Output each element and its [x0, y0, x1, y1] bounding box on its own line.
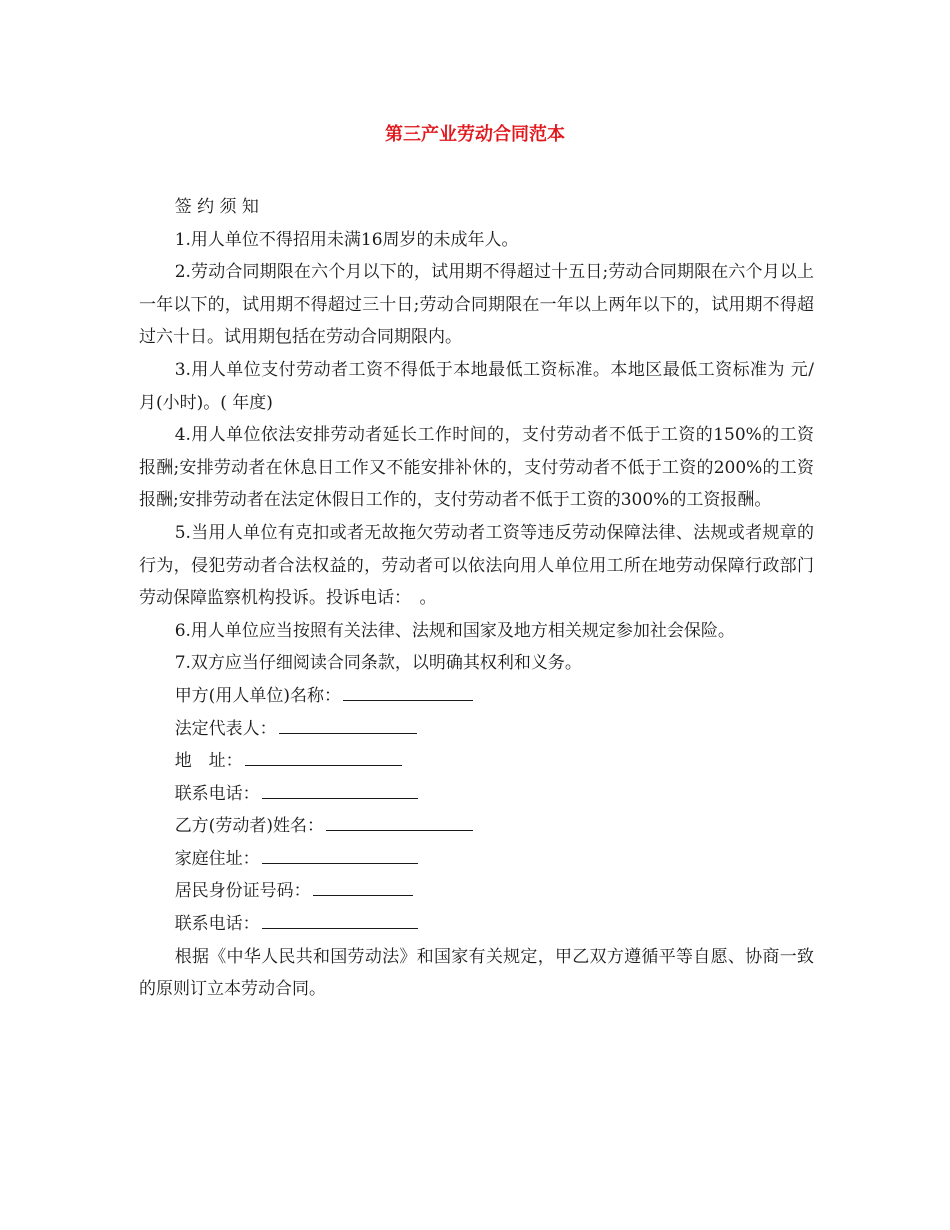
- party-a-name-label: 甲方(用人单位)名称：: [174, 685, 341, 706]
- phone-a-field: [139, 778, 814, 811]
- phone-b-blank[interactable]: [262, 908, 418, 929]
- id-number-blank[interactable]: [313, 875, 413, 896]
- closing-paragraph: 根据《中华人民共和国劳动法》和国家有关规定，甲乙双方遵循平等自愿、协商一致的原则订立本劳动合同。: [139, 946, 814, 1000]
- clause-5: 5.当用人单位有克扣或者无故拖欠劳动者工资等违反劳动保障法律、法规或者规章的行为，侵犯劳动者合法权益的，劳动者可以依法向用人单位用工所在地劳动保障行政部门劳动保障监察机构投诉。投诉电话： 。: [139, 522, 814, 609]
- id-number-label: 居民身份证号码：: [174, 881, 311, 902]
- legal-rep-blank[interactable]: [279, 713, 417, 734]
- address-blank[interactable]: [245, 745, 402, 766]
- party-b-name-blank[interactable]: [326, 810, 473, 831]
- document-title: 第三产业劳动合同范本: [385, 124, 565, 145]
- clause-3: 3.用人单位支付劳动者工资不得低于本地最低工资标准。本地区最低工资标准为 元/月(小时)。( 年度): [139, 359, 814, 413]
- address-field: [139, 745, 814, 778]
- party-b-name-field: [139, 810, 814, 843]
- phone-b-label: 联系电话：: [174, 914, 260, 935]
- phone-a-blank[interactable]: [262, 778, 418, 799]
- clause-4: 4.用人单位依法安排劳动者延长工作时间的，支付劳动者不低于工资的150%的工资报酬;安排劳动者在休息日工作又不能安排补休的，支付劳动者不低于工资的200%的工资报酬;安排劳动者在法定休假日工作的，支付劳动者不低于工资的300%的工资报酬。: [139, 425, 814, 511]
- address-label: 地 址：: [174, 751, 243, 772]
- legal-rep-field: [139, 713, 814, 746]
- clause-6: 6.用人单位应当按照有关法律、法规和国家及地方相关规定参加社会保险。: [174, 620, 735, 641]
- phone-a-label: 联系电话：: [174, 783, 260, 804]
- notice-heading: 签 约 须 知: [174, 197, 259, 217]
- legal-rep-label: 法定代表人：: [174, 718, 277, 739]
- clause-2: 2.劳动合同期限在六个月以下的，试用期不得超过十五日;劳动合同期限在六个月以上一年以下的，试用期不得超过三十日;劳动合同期限在一年以上两年以下的，试用期不得超过六十日。试用期包括在劳动合同期限内。: [139, 262, 814, 348]
- home-address-label: 家庭住址：: [174, 848, 260, 869]
- id-number-field: [139, 875, 814, 908]
- party-a-name-blank[interactable]: [343, 680, 473, 701]
- home-address-blank[interactable]: [262, 843, 418, 864]
- clause-1: 1.用人单位不得招用未满16周岁的未成年人。: [174, 229, 519, 250]
- phone-b-field: [139, 908, 814, 941]
- document-body: [139, 191, 814, 1006]
- party-b-name-label: 乙方(劳动者)姓名：: [174, 816, 324, 837]
- party-a-name-field: [139, 680, 814, 713]
- home-address-field: [139, 843, 814, 876]
- clause-7: 7.双方应当仔细阅读合同条款，以明确其权利和义务。: [174, 653, 582, 674]
